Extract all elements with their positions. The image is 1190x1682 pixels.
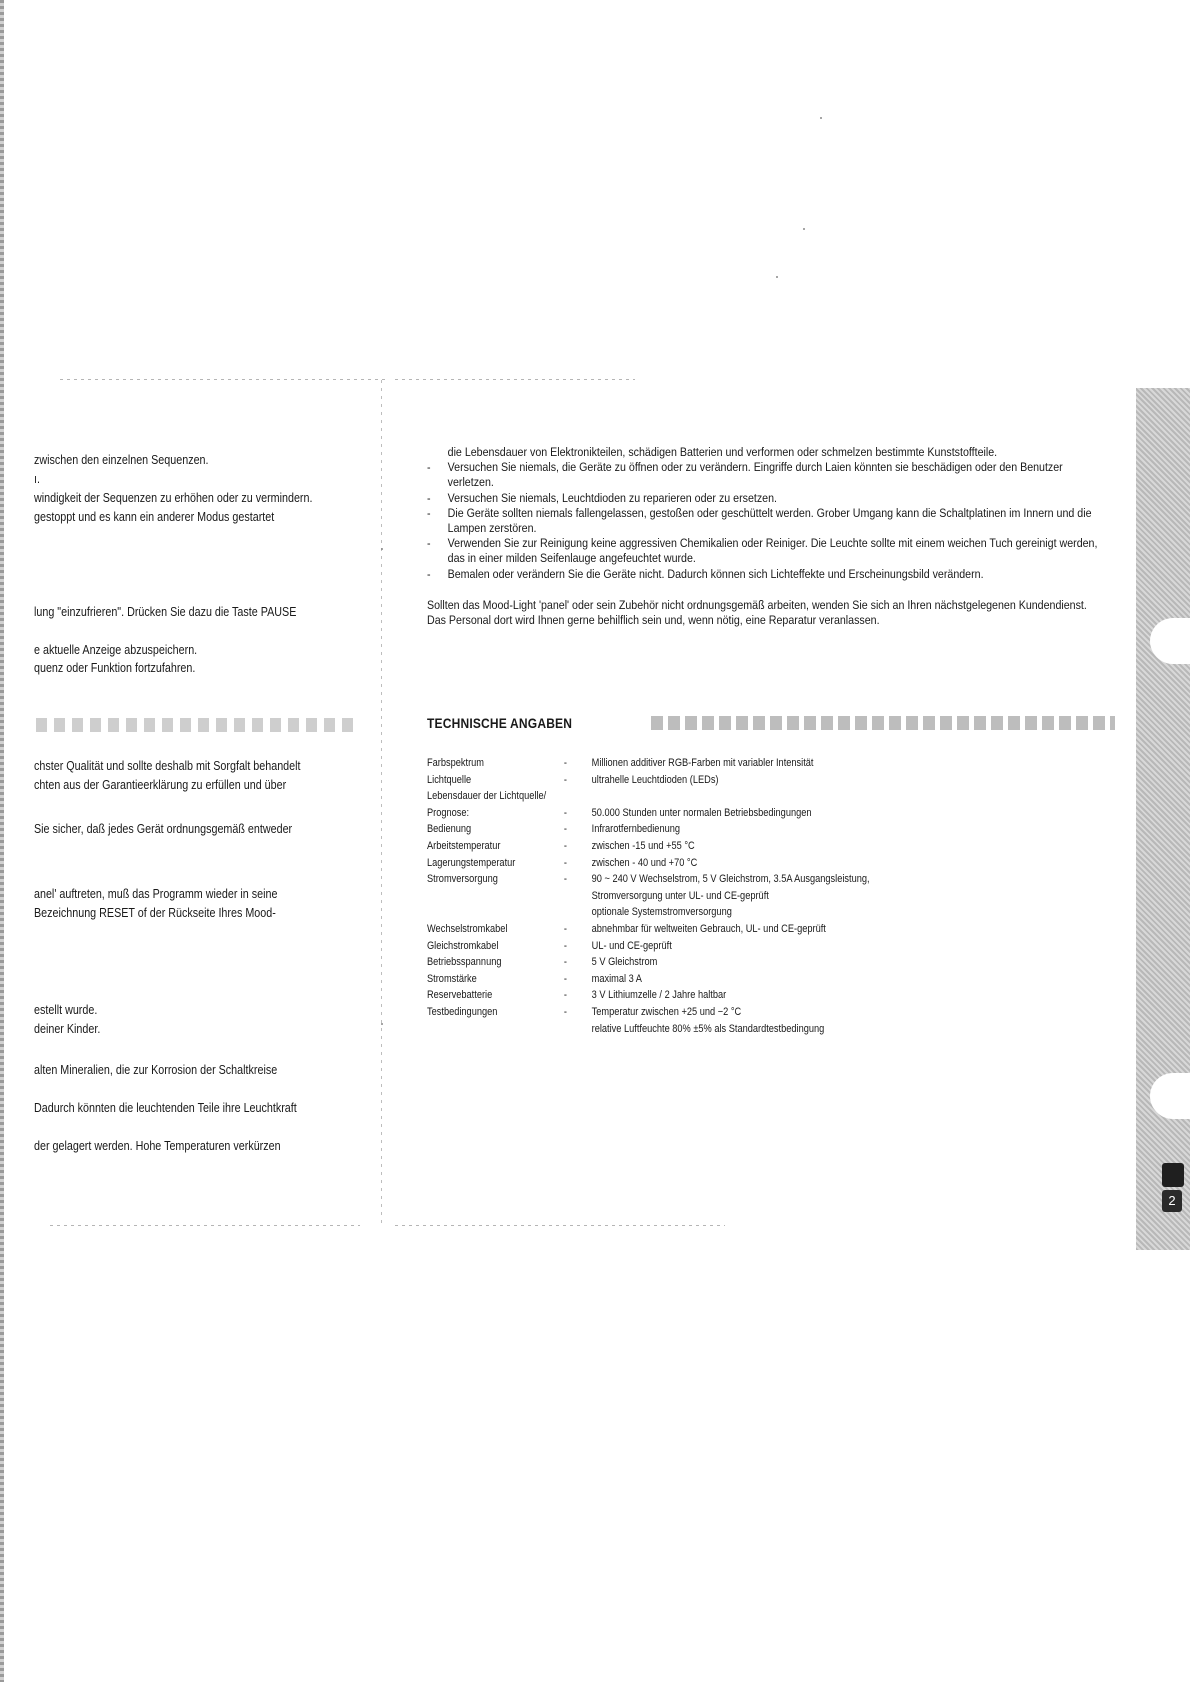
bullet-dash: - [427, 505, 431, 520]
spec-value: 50.000 Stunden unter normalen Betriebsbedingungen [591, 806, 812, 819]
safety-text: Die Geräte sollten niemals fallengelassen, gestoßen oder geschüttelt werden. Grober Umgang kann die Schaltplatinen im Innern und die Lampen zerstören. [447, 505, 1092, 536]
spec-dash: - [563, 1005, 568, 1018]
safety-item [427, 491, 1106, 506]
spec-value: zwischen -15 und +55 °C [591, 839, 695, 852]
spec-row [427, 938, 870, 955]
scan-edge [0, 0, 4, 1682]
left-line: lung "einzufrieren". Drücken Sie dazu die Taste PAUSE [34, 605, 297, 619]
title-ornament-bar [651, 716, 1115, 730]
safety-text: Versuchen Sie niemals, Leuchtdioden zu reparieren oder zu ersetzen. [447, 490, 777, 505]
top-rule-right [395, 379, 635, 380]
spec-row [427, 904, 870, 921]
spec-value: optionale Systemstromversorgung [591, 906, 732, 919]
spec-row [427, 755, 870, 772]
left-line: der gelagert werden. Hohe Temperaturen verkürzen [34, 1139, 281, 1153]
spec-dash: - [563, 823, 568, 836]
left-line: gestoppt und es kann ein anderer Modus gestartet [34, 510, 275, 524]
left-line: zwischen den einzelnen Sequenzen. [34, 453, 209, 467]
tab-notch [1150, 1073, 1190, 1119]
right-column-text [427, 445, 1106, 641]
spec-row [427, 888, 870, 905]
speck [381, 1023, 383, 1025]
left-line: estellt wurde. [34, 1003, 98, 1017]
bullet-dash: - [427, 460, 431, 475]
spec-row [427, 805, 870, 822]
safety-item [427, 506, 1106, 536]
spec-dash: - [563, 806, 568, 819]
spec-value: Infrarotfernbedienung [591, 823, 680, 836]
spec-value: 5 V Gleichstrom [591, 956, 658, 969]
spec-row [427, 871, 870, 888]
spec-dash [564, 888, 592, 905]
page-edge-tab [1136, 388, 1190, 1250]
spec-label [427, 888, 564, 905]
spec-label [427, 1021, 564, 1038]
spec-value: 90 ~ 240 V Wechselstrom, 5 V Gleichstrom, 3.5A Ausgangsleistung, [591, 873, 870, 886]
spec-value: zwischen - 40 und +70 °C [591, 856, 698, 869]
safety-text: Bemalen oder verändern Sie die Geräte nicht. Dadurch können sich Lichteffekte und Erscheinungsbild verändern. [447, 566, 984, 581]
safety-list [427, 445, 1106, 582]
spec-dash: - [563, 956, 568, 969]
spec-row [427, 821, 870, 838]
spec-dash: - [563, 773, 568, 786]
bottom-rule-left [50, 1225, 360, 1226]
tab-notch [1150, 618, 1190, 664]
spec-dash: - [563, 922, 568, 935]
left-line: anel' auftreten, muß das Programm wieder in seine [34, 887, 278, 901]
spec-value: abnehmbar für weltweiten Gebrauch, UL- und CE-geprüft [591, 922, 826, 935]
spec-dash: - [563, 939, 568, 952]
spec-label: Lebensdauer der Lichtquelle/ [427, 790, 547, 803]
spec-value: maximal 3 A [591, 972, 642, 985]
spec-row [427, 954, 870, 971]
left-line: windigkeit der Sequenzen zu erhöhen oder zu vermindern. [34, 491, 313, 505]
spec-label: Farbspektrum [427, 757, 485, 769]
spec-label: Betriebsspannung [427, 956, 502, 969]
spec-dash [564, 788, 592, 805]
left-line: Bezeichnung RESET of der Rückseite Ihres Mood- [34, 906, 276, 920]
spec-row [427, 855, 870, 872]
spec-dash: - [563, 989, 568, 1002]
spec-row [427, 788, 870, 805]
safety-item [427, 536, 1106, 566]
spec-label [427, 904, 564, 921]
safety-text: Verwenden Sie zur Reinigung keine aggressiven Chemikalien oder Reiniger. Die Leuchte sollte mit einem weichen Tuch gereinigt werden, das in einer milden Seifenlauge angefeuchtet wurde. [447, 536, 1098, 566]
safety-item [427, 445, 1106, 460]
page-number-badge: 2 [1162, 1190, 1182, 1212]
spec-label: Reservebatterie [427, 989, 493, 1002]
spec-label: Stromversorgung [427, 873, 498, 886]
spec-dash: - [563, 873, 568, 886]
left-line: chten aus der Garantieerklärung zu erfüllen und über [34, 778, 287, 792]
spec-label: Lagerungstemperatur [427, 856, 516, 869]
spec-dash: - [563, 856, 568, 869]
spec-row [427, 772, 870, 789]
spec-value: Temperatur zwischen +25 und −2 °C [591, 1005, 742, 1018]
left-line: Dadurch könnten die leuchtenden Teile ihre Leuchtkraft [34, 1101, 297, 1115]
spec-row [427, 1004, 870, 1021]
spec-label: Gleichstromkabel [427, 939, 499, 952]
spec-row [427, 971, 870, 988]
spec-value: relative Luftfeuchte 80% ±5% als Standardtestbedingung [591, 1022, 825, 1035]
spec-value: 3 V Lithiumzelle / 2 Jahre haltbar [591, 989, 727, 1002]
spec-row [427, 987, 870, 1004]
bullet-dash: - [427, 536, 431, 551]
bullet-dash: - [427, 566, 431, 581]
top-rule-left [60, 379, 385, 380]
bottom-rule-right [395, 1225, 725, 1226]
column-divider [381, 380, 382, 1225]
left-line: ı. [34, 472, 40, 486]
safety-text: Versuchen Sie niemals, die Geräte zu öffnen oder zu verändern. Eingriffe durch Laien könnten sie beschädigen oder den Benutzer verletzen. [447, 460, 1063, 490]
tab-badge [1162, 1163, 1184, 1187]
spec-row [427, 921, 870, 938]
spec-dash [564, 904, 592, 921]
spec-label: Prognose: [427, 806, 470, 819]
spec-dash [564, 1021, 592, 1038]
left-line: alten Mineralien, die zur Korrosion der Schaltkreise [34, 1063, 278, 1077]
spec-dash: - [563, 757, 568, 769]
spec-dash: - [563, 839, 568, 852]
spec-label: Testbedingungen [427, 1005, 498, 1018]
spec-dash: - [563, 972, 568, 985]
left-line: quenz oder Funktion fortzufahren. [34, 661, 196, 675]
spec-label: Arbeitstemperatur [427, 839, 501, 852]
spec-value: Millionen additiver RGB-Farben mit variabler Intensität [591, 757, 814, 769]
service-note: Sollten das Mood-Light 'panel' oder sein Zubehör nicht ordnungsgemäß arbeiten, wenden Sie sich an Ihren nächstgelegenen Kundendienst. Das Personal dort wird Ihnen gerne behilflich sein und, wenn nötig, eine Reparatur veranlassen. [427, 597, 1087, 628]
speck [820, 117, 822, 119]
section-title-technical: TECHNISCHE ANGABEN [427, 715, 573, 731]
safety-text: die Lebensdauer von Elektronikteilen, schädigen Batterien und verformen oder schmelzen bestimmte Kunststoffteile. [447, 445, 998, 459]
left-line: chster Qualität und sollte deshalb mit Sorgfalt behandelt [34, 759, 301, 773]
safety-item [427, 460, 1106, 490]
safety-item [427, 567, 1106, 582]
spec-row [427, 838, 870, 855]
speck [803, 228, 805, 230]
spec-value: UL- und CE-geprüft [591, 939, 672, 952]
spec-table [427, 755, 870, 1037]
spec-label: Lichtquelle [427, 773, 472, 786]
left-line: deiner Kinder. [34, 1022, 101, 1036]
spec-value: ultrahelle Leuchtdioden (LEDs) [591, 773, 719, 786]
left-ornament-bar [36, 718, 356, 732]
left-line: e aktuelle Anzeige abzuspeichern. [34, 643, 198, 657]
spec-value: Stromversorgung unter UL- und CE-geprüft [591, 889, 769, 902]
spec-label: Stromstärke [427, 972, 477, 985]
spec-label: Bedienung [427, 823, 472, 836]
spec-label: Wechselstromkabel [427, 922, 508, 935]
speck [381, 548, 383, 550]
spec-row [427, 1021, 870, 1038]
speck [776, 276, 778, 278]
bullet-dash: - [427, 490, 431, 505]
left-line: Sie sicher, daß jedes Gerät ordnungsgemäß entweder [34, 822, 293, 836]
